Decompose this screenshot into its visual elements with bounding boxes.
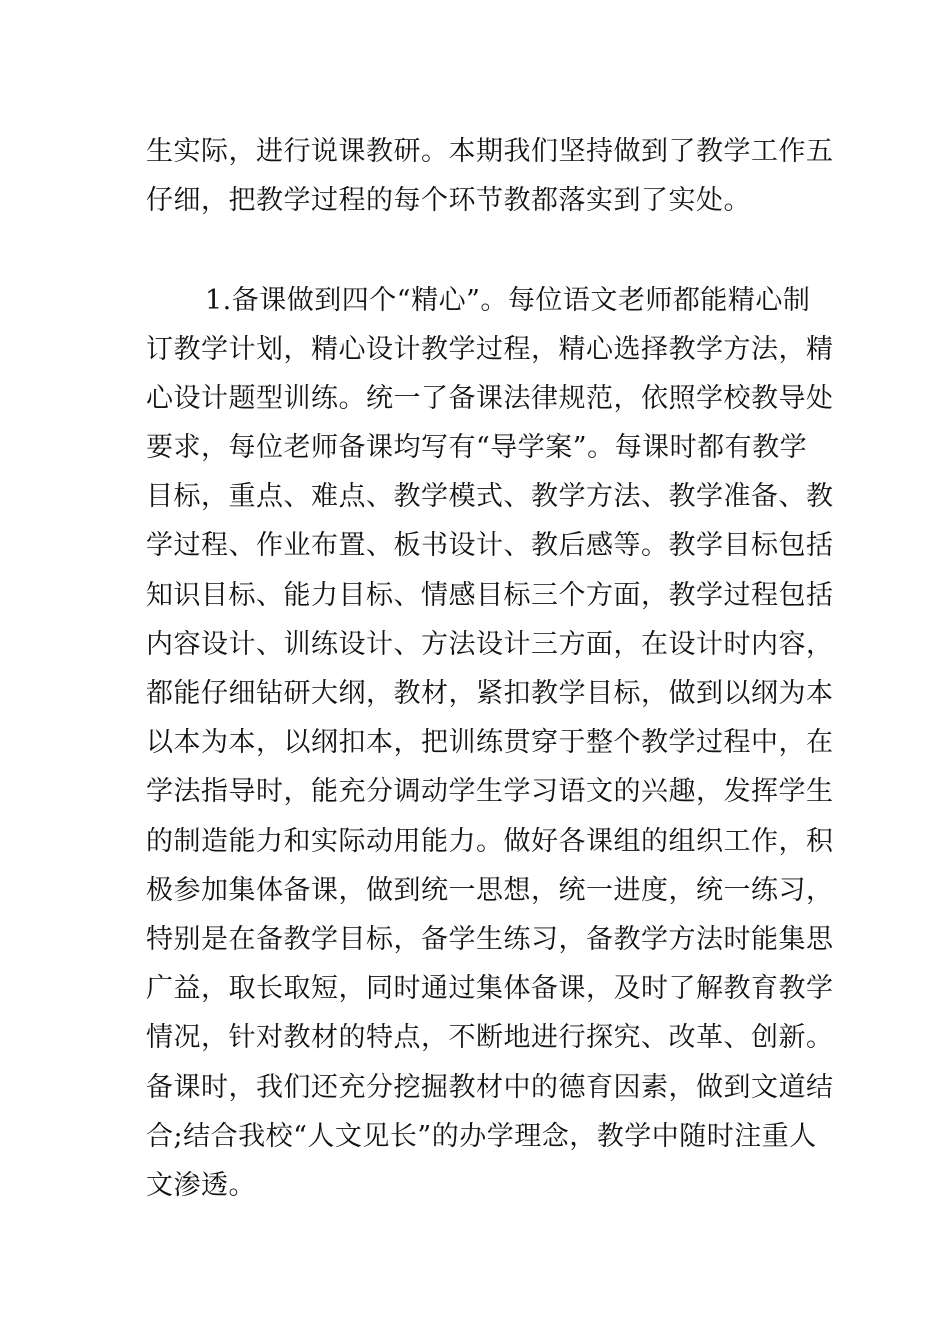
paragraph-2-line-2: 订教学计划，精心设计教学过程，精心选择教学方法，精: [146, 334, 834, 365]
paragraph-2-line-5: 目标，重点、难点、教学模式、教学方法、教学准备、教: [146, 481, 834, 512]
paragraph-2-line-14: 特别是在备教学目标，备学生练习，备教学方法时能集思: [146, 924, 834, 955]
paragraph-2-line-3: 心设计题型训练。统一了备课法律规范，依照学校教导处: [146, 383, 834, 414]
paragraph-2-line-11: 学法指导时，能充分调动学生学习语文的兴趣，发挥学生: [146, 776, 834, 807]
paragraph-2-line-7: 知识目标、能力目标、情感目标三个方面，教学过程包括: [146, 580, 834, 611]
paragraph-2-line-8: 内容设计、训练设计、方法设计三方面，在设计时内容，: [146, 629, 834, 660]
paragraph-2-line-19: 文渗透。: [146, 1170, 256, 1201]
paragraph-2-line-12: 的制造能力和实际动用能力。做好各课组的组织工作，积: [146, 826, 834, 857]
paragraph-1-line-1: 生实际，进行说课教研。本期我们坚持做到了教学工作五: [146, 136, 834, 167]
paragraph-2-line-1: 1.备课做到四个“精心”。每位语文老师都能精心制: [205, 285, 811, 316]
paragraph-2-line-13: 极参加集体备课，做到统一思想，统一进度，统一练习，: [146, 875, 834, 906]
paragraph-2-line-18: 合;结合我校“人文见长”的办学理念，教学中随时注重人: [146, 1121, 817, 1152]
paragraph-2-line-17: 备课时，我们还充分挖掘教材中的德育因素，做到文道结: [146, 1072, 834, 1103]
paragraph-2-line-10: 以本为本，以纲扣本，把训练贯穿于整个教学过程中，在: [146, 727, 834, 758]
paragraph-1-line-2: 仔细，把教学过程的每个环节教都落实到了实处。: [146, 185, 751, 216]
paragraph-2-line-9: 都能仔细钻研大纲，教材，紧扣教学目标，做到以纲为本: [146, 678, 834, 709]
paragraph-2-line-6: 学过程、作业布置、板书设计、教后感等。教学目标包括: [146, 530, 834, 561]
paragraph-2-line-15: 广益，取长取短，同时通过集体备课，及时了解教育教学: [146, 973, 834, 1004]
paragraph-2-line-4: 要求，每位老师备课均写有“导学案”。每课时都有教学: [146, 432, 808, 463]
paragraph-2-line-16: 情况，针对教材的特点，不断地进行探究、改革、创新。: [146, 1022, 834, 1053]
